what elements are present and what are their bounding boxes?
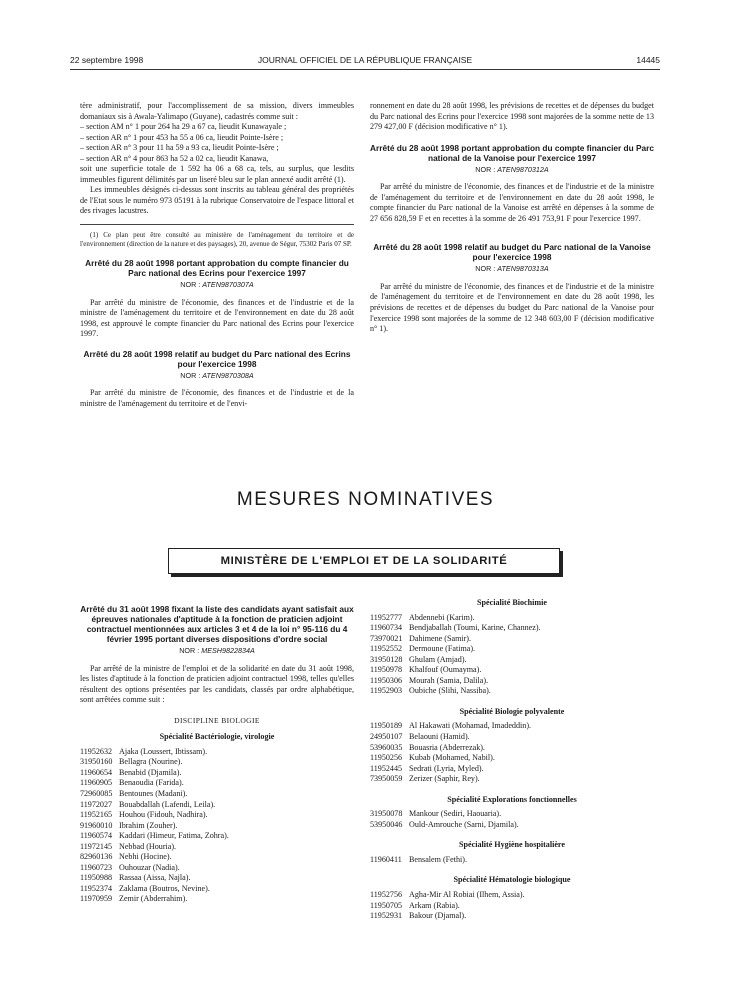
candidate-name: Mourah (Samia, Dalila). — [409, 675, 489, 685]
candidate-row — [370, 901, 654, 912]
candidate-name: Ibrahim (Zouher). — [119, 820, 178, 830]
nor-code: MESH9822834A — [201, 646, 255, 655]
candidate-code: 31950160 — [80, 757, 113, 767]
candidate-name: Benaoudia (Farida). — [119, 778, 184, 788]
paragraph: soit une superficie totale de 1 592 ha 06 a 68 ca, tels, au surplus, que lesdits immeubles figurent délimités par un liseré bleu sur le plan annexé audit arrêté (1). — [80, 164, 354, 184]
specialty-heading: Spécialité Hématologie biologique — [453, 875, 571, 885]
candidate-code: 11972027 — [80, 799, 113, 809]
candidate-name: Ould-Amrouche (Sarni, Djamila). — [409, 819, 519, 829]
nor-label: NOR : — [180, 370, 201, 380]
candidate-name: Khalfouf (Oumayma). — [409, 665, 482, 675]
footnote: (1) Ce plan peut être consulté au ministère de l'aménagement du territoire et de l'environnement (direction de la nature et des paysages), 20, avenue de Ségur, 75302 Paris 07 SP. — [80, 231, 354, 249]
candidate-name: Zemir (Abderrahim). — [119, 894, 188, 904]
candidate-code: 11950988 — [80, 873, 113, 883]
candidate-code: 11952552 — [370, 644, 403, 654]
candidate-row — [80, 800, 354, 811]
candidate-code: 24950107 — [370, 732, 403, 742]
nor-label: NOR : — [475, 264, 496, 274]
candidate-code: 11952756 — [370, 890, 403, 900]
candidate-code: 53950046 — [370, 819, 403, 829]
candidate-name: Bouasria (Abderrezak). — [409, 742, 485, 752]
candidate-row — [370, 613, 654, 624]
candidate-list — [370, 855, 654, 866]
nor-reference — [80, 646, 354, 657]
right-column-top — [370, 101, 654, 335]
candidate-code: 73970021 — [370, 633, 403, 643]
candidate-code: 11972145 — [80, 841, 113, 851]
candidate-row — [370, 644, 654, 655]
paragraph: ronnement en date du 28 août 1998, les prévisions de recettes et de dépenses du budget du Parc national des Ecrins pour l'exercice 1998 sont majorées de la somme nette de 13 279 427,00 F (décision modificative n° 1). — [370, 101, 654, 132]
arrete-title: Arrêté du 28 août 1998 relatif au budget du Parc national des Ecrins pour l'exercice 1998 — [83, 348, 351, 369]
candidate-name: Agha-Mir Al Robiai (Ilhem, Assia). — [409, 890, 525, 900]
candidate-row — [370, 676, 654, 687]
candidate-code: 31950078 — [370, 809, 403, 819]
candidate-list — [370, 890, 654, 922]
candidate-code: 53960035 — [370, 742, 403, 752]
nor-reference — [80, 280, 354, 291]
candidate-code: 11950256 — [370, 753, 403, 763]
candidate-row — [80, 894, 354, 905]
candidate-row — [80, 757, 354, 768]
specialty-heading: Spécialité Biochimie — [477, 598, 547, 607]
list-item: – section AR n° 1 pour 453 ha 55 a 06 ca, lieudit Pointe-Isère ; — [80, 132, 284, 142]
ministry-banner: MINISTÈRE DE L'EMPLOI ET DE LA SOLIDARITÉ — [168, 548, 560, 574]
candidate-code: 11950705 — [370, 900, 403, 910]
candidate-code: 11960574 — [80, 831, 113, 841]
candidate-code: 31950128 — [370, 654, 403, 664]
candidate-row — [80, 810, 354, 821]
candidate-name: Bellagra (Nourine). — [119, 757, 183, 767]
candidate-row — [80, 778, 354, 789]
arrete-body: Par arrêté du ministre de l'économie, des finances et de l'industrie et de la ministre de l'aménagement du territoire et de l'environnement en date du 28 août 1998, les prévisions de recettes et de dépenses du budget du Parc national de la Vanoise pour l'exercice 1998 sont majorées de la somme de 12 348 603,00 F (décision modificative n° 1). — [370, 281, 654, 334]
candidate-code: 11950189 — [370, 721, 403, 731]
candidate-row — [80, 789, 354, 800]
issue-date: 22 septembre 1998 — [70, 55, 144, 65]
candidate-name: Ouhouzar (Nadia). — [119, 862, 180, 872]
candidate-list — [370, 809, 654, 830]
candidate-row — [80, 863, 354, 874]
paragraph: Les immeubles désignés ci-dessus sont inscrits au tableau général des propriétés de l'Etat sous le numéro 973 05191 à la rubrique Conservatoire de l'espace littoral et des rivages lacustres. — [80, 185, 354, 216]
candidate-row — [370, 686, 654, 697]
candidate-name: Bouabdallah (Lafendi, Leila). — [119, 799, 216, 809]
candidate-name: Nebbad (Houria). — [119, 841, 177, 851]
list-item: – section AR n° 4 pour 863 ha 52 a 02 ca, lieudit Kanawa, — [80, 153, 269, 163]
candidate-row — [370, 732, 654, 743]
candidate-row — [80, 768, 354, 779]
candidate-row — [370, 911, 654, 922]
specialty-heading: Spécialité Bactériologie, virologie — [159, 732, 275, 742]
specialty-heading: Spécialité Biologie polyvalente — [459, 706, 565, 716]
candidate-row — [80, 747, 354, 758]
arrete-title: Arrêté du 28 août 1998 portant approbation du compte financier du Parc national de la Vanoise pour l'exercice 1997 — [370, 142, 654, 163]
candidate-name: Ghulam (Amjad). — [409, 654, 467, 664]
journal-title: JOURNAL OFFICIEL DE LA RÉPUBLIQUE FRANÇAISE — [257, 55, 473, 65]
candidate-list — [370, 613, 654, 697]
candidate-row — [80, 884, 354, 895]
candidate-row — [370, 855, 654, 866]
candidate-name: Zaklama (Boutros, Nevine). — [119, 883, 210, 893]
candidate-row — [370, 774, 654, 785]
candidate-name: Bendjaballah (Toumi, Karine, Channez). — [409, 623, 541, 633]
candidate-row — [370, 809, 654, 820]
candidate-code: 11952903 — [370, 686, 403, 696]
candidate-name: Bensalem (Fethi). — [409, 854, 467, 864]
discipline-heading: DISCIPLINE BIOLOGIE — [174, 715, 260, 725]
footnote-divider — [80, 224, 354, 225]
arrete-body: Par arrêté de la ministre de l'emploi et de la solidarité en date du 31 août 1998, les listes d'aptitude à la fonction de praticien adjoint contractuel 1998, telles qu'elles résultent des options présentées par les candidats, classés par ordre alphabétique, sont arrêtées comme suit : — [80, 663, 354, 705]
candidate-code: 11970959 — [80, 894, 113, 904]
arrete-title: Arrêté du 31 août 1998 fixant la liste des candidats ayant satisfait aux épreuves nationales d'aptitude à la fonction de praticien adjoint contractuel mentionnées aux articles 3 et 4 de la loi n° 95-116 du 4 février 1995 portant diverses dispositions d'ordre social — [80, 604, 354, 644]
candidate-row — [370, 623, 654, 634]
specialty-heading: Spécialité Hygiène hospitalière — [459, 840, 565, 850]
candidate-code: 11960654 — [80, 767, 113, 777]
candidate-row — [80, 831, 354, 842]
candidate-row — [370, 753, 654, 764]
nor-reference — [370, 264, 654, 275]
candidate-name: Abdennebi (Karim). — [409, 612, 475, 622]
candidate-code: 11960723 — [80, 862, 113, 872]
candidate-name: Al Hakawati (Mohamad, Imadeddin). — [409, 721, 532, 731]
candidate-row — [370, 890, 654, 901]
candidate-row — [80, 842, 354, 853]
candidate-code: 11952632 — [80, 746, 113, 756]
candidate-name: Benabid (Djamila). — [119, 767, 182, 777]
candidate-code: 11952931 — [370, 911, 403, 921]
arrete-body: Par arrêté du ministre de l'économie, des finances et de l'industrie et de la ministre de l'aménagement du territoire et de l'envi- — [80, 388, 354, 408]
candidate-row — [370, 743, 654, 754]
nor-reference — [370, 165, 654, 176]
page-number: 14445 — [636, 55, 660, 65]
candidate-code: 82960136 — [80, 852, 113, 862]
nor-reference — [80, 371, 354, 382]
candidate-name: Rassaa (Aissa, Najla). — [119, 873, 191, 883]
candidate-code: 73950059 — [370, 774, 403, 784]
candidate-row — [370, 820, 654, 831]
candidate-name: Zerizer (Saphir, Rey). — [409, 774, 480, 784]
list-item: – section AM n° 1 pour 264 ha 29 a 67 ca, lieudit Kunawayale ; — [80, 122, 287, 132]
candidate-list — [80, 747, 354, 905]
candidate-name: Bakour (Djamal). — [409, 911, 467, 921]
page-header — [70, 55, 660, 69]
candidate-name: Mankour (Sediri, Haouaria). — [409, 809, 502, 819]
candidate-row — [370, 634, 654, 645]
candidate-name: Belaouni (Hamid). — [409, 732, 470, 742]
nor-code: ATEN9870307A — [202, 280, 254, 290]
candidate-name: Ajaka (Loussert, Ibtissam). — [119, 746, 208, 756]
left-column-top — [80, 101, 354, 409]
nor-code: ATEN9870313A — [497, 264, 549, 274]
candidate-row — [80, 852, 354, 863]
candidate-code: 91960010 — [80, 820, 113, 830]
candidate-code: 11950306 — [370, 675, 403, 685]
candidate-code: 11960734 — [370, 623, 403, 633]
right-column-bottom — [370, 598, 654, 922]
arrete-title: Arrêté du 28 août 1998 portant approbation du compte financier du Parc national des Ecrins pour l'exercice 1997 — [85, 258, 349, 279]
candidate-name: Kubab (Mohamed, Nabil). — [409, 753, 495, 763]
candidate-code: 72960085 — [80, 789, 113, 799]
candidate-row — [370, 721, 654, 732]
candidate-name: Dahimene (Samir). — [409, 633, 472, 643]
candidate-row — [80, 873, 354, 884]
candidate-row — [370, 665, 654, 676]
specialty-heading: Spécialité Explorations fonctionnelles — [447, 794, 577, 804]
candidate-name: Arkam (Rabia). — [409, 900, 460, 910]
candidate-list — [370, 721, 654, 784]
candidate-code: 11952777 — [370, 612, 403, 622]
candidate-name: Oubiche (Slihi, Nassiba). — [409, 686, 491, 696]
list-item: – section AR n° 3 pour 11 ha 59 a 93 ca, lieudit Pointe-Isère ; — [80, 143, 279, 153]
candidate-name: Sedrati (Lyria, Myled). — [409, 763, 484, 773]
header-rule — [70, 69, 660, 70]
candidate-row — [370, 655, 654, 666]
nor-label: NOR : — [475, 164, 496, 174]
candidate-row — [80, 821, 354, 832]
candidate-code: 11952445 — [370, 763, 403, 773]
left-column-bottom — [80, 604, 354, 905]
nor-label: NOR : — [180, 280, 201, 290]
nor-label: NOR : — [179, 646, 200, 655]
nor-code: ATEN9870308A — [202, 370, 254, 380]
arrete-body: Par arrêté du ministre de l'économie, des finances et de l'industrie et de la ministre de l'aménagement du territoire et de l'environnement en date du 28 août 1998, est approuvé le compte financier du Parc national des Ecrins pour l'exercice 1997. — [80, 297, 354, 339]
paragraph: tère administratif, pour l'accomplissement de sa mission, divers immeubles domaniaux sis à Awala-Yalimapo (Guyane), cadastrés comme suit : — [80, 101, 354, 121]
arrete-title: Arrêté du 28 août 1998 relatif au budget du Parc national de la Vanoise pour l'exercice 1998 — [373, 242, 651, 263]
candidate-code: 11952374 — [80, 883, 113, 893]
section-title: MESURES NOMINATIVES — [236, 489, 495, 510]
candidate-code: 11950978 — [370, 665, 403, 675]
candidate-name: Bentounes (Madani). — [119, 789, 188, 799]
candidate-code: 11960411 — [370, 854, 402, 864]
nor-code: ATEN9870312A — [497, 164, 549, 174]
candidate-name: Kaddari (Himeur, Fatima, Zohra). — [119, 831, 229, 841]
candidate-row — [370, 764, 654, 775]
arrete-body: Par arrêté du ministre de l'économie, des finances et de l'industrie et de la ministre de l'aménagement du territoire et de l'environnement en date du 28 août 1998, le compte financier du Parc national de la Vanoise est arrêté en dépenses à la somme de 27 656 828,59 F et en recettes à la somme de 26 491 753,91 F pour l'exercice 1997. — [370, 182, 654, 223]
candidate-name: Nebhi (Hocine). — [119, 852, 172, 862]
candidate-name: Houhou (Fidouh, Nadhira). — [119, 810, 208, 820]
candidate-name: Dermoune (Fatima). — [409, 644, 476, 654]
candidate-code: 11952165 — [80, 810, 113, 820]
candidate-code: 11960905 — [80, 778, 113, 788]
